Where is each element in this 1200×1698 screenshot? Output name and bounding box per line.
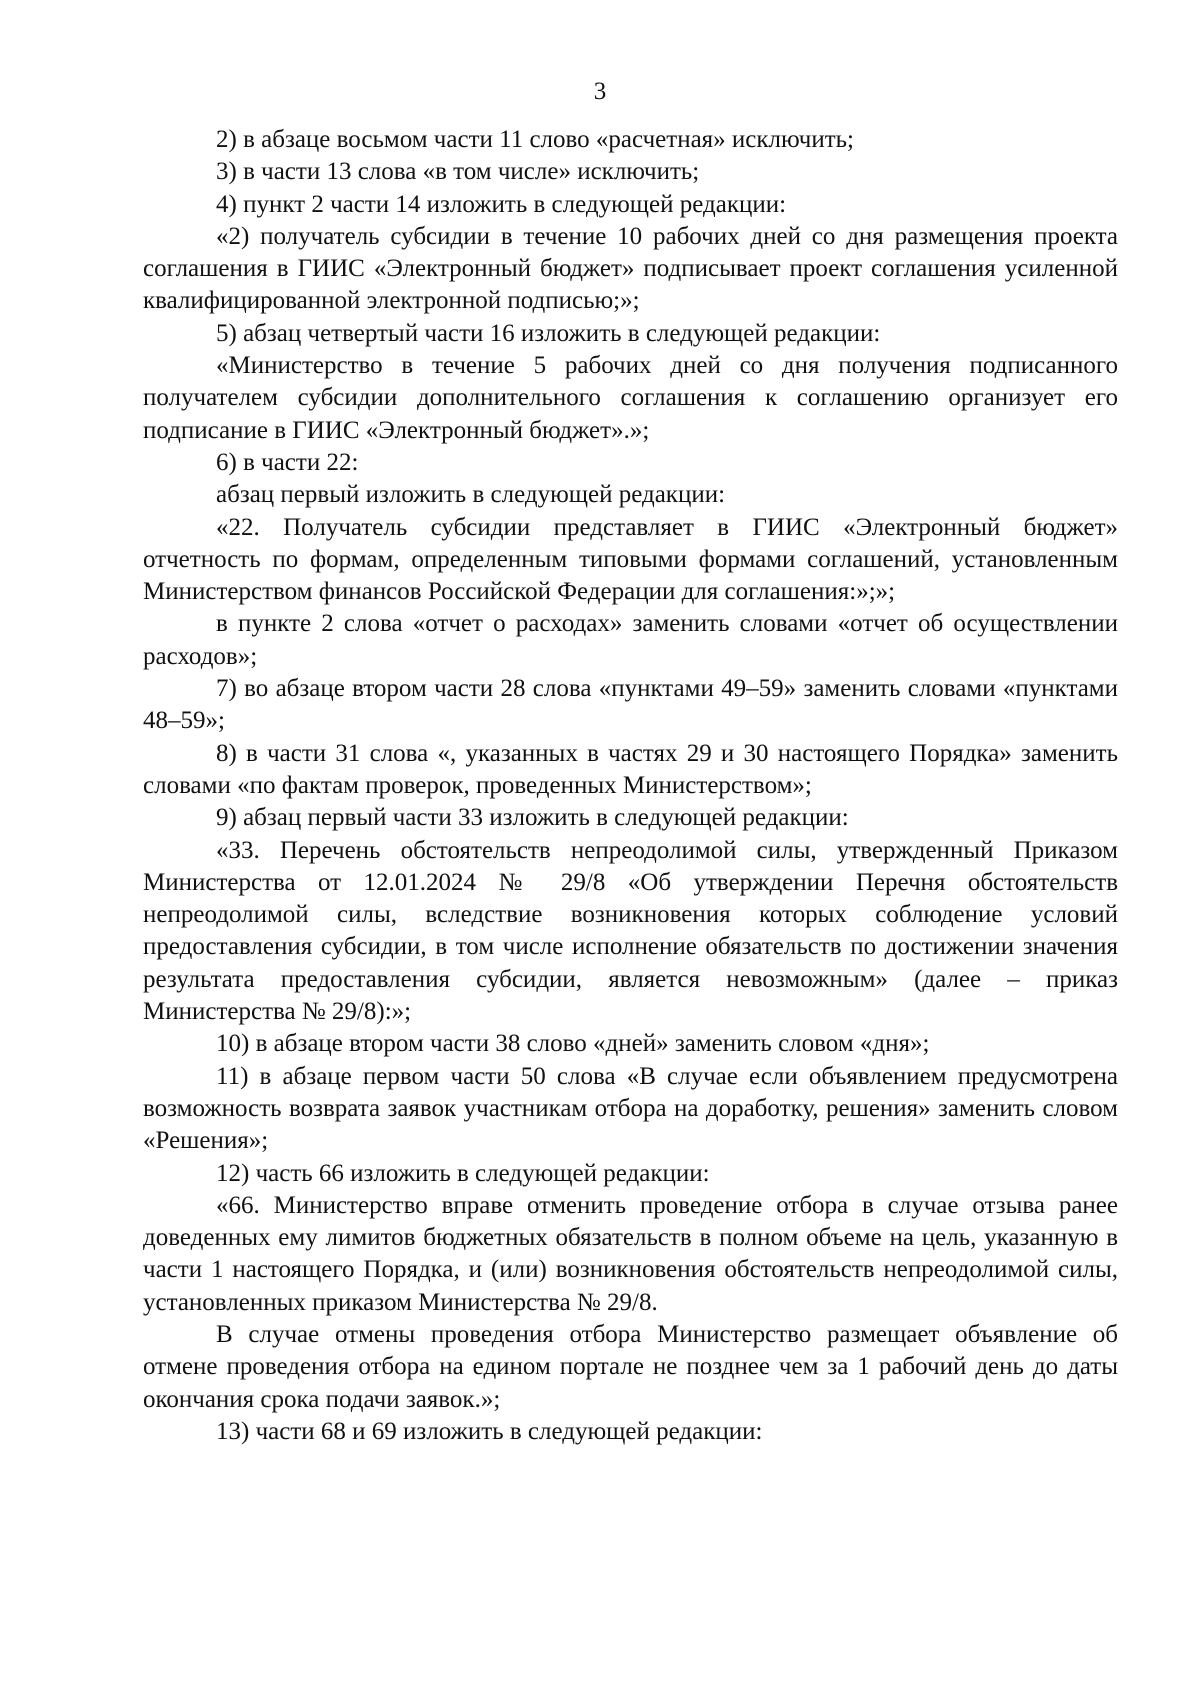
paragraph: 13) части 68 и 69 изложить в следующей редакции: [216,1417,763,1445]
paragraph: «Министерство в течение 5 рабочих дней со дня получения подписанного получателем субсидии дополнительного соглашения к соглашению организует его подписание в ГИИС «Электронный бюджет».»; [143,352,1118,444]
paragraph: «66. Министерство вправе отменить проведение отбора в случае отзыва ранее доведенных ему лимитов бюджетных обязательств в полном объеме на цель, указанную в части 1 настоящего Порядка, и (или) возникновения обстоятельств непреодолимой силы, установленных приказом Министерства № 29/8. [143,1191,1118,1316]
paragraph: «2) получатель субсидии в течение 10 рабочих дней со дня размещения проекта соглашения в ГИИС «Электронный бюджет» подписывает проект соглашения усиленной квалифицированной электронной подписью;»; [143,222,1118,315]
paragraph: 11) в абзаце первом части 50 слова «В случае если объявлением предусмотрена возможность возврата заявок участникам отбора на доработку, решения» заменить словом «Решения»; [143,1062,1118,1155]
document-body [143,124,1118,1448]
paragraph: 12) часть 66 изложить в следующей редакции: [216,1159,710,1187]
paragraph: в пункте 2 слова «отчет о расходах» заменить словами «отчет об осуществлении расходов»; [143,610,1118,670]
paragraph: 7) во абзаце втором части 28 слова «пунктами 49–59» заменить словами «пунктами 48–59»; [143,675,1118,735]
paragraph: 5) абзац четвертый части 16 изложить в следующей редакции: [216,319,881,347]
paragraph: 2) в абзаце восьмом части 11 слово «расчетная» исключить; [216,126,854,153]
page-number: 3 [593,78,607,105]
paragraph: абзац первый изложить в следующей редакции: [216,481,726,509]
paragraph: 9) абзац первый части 33 изложить в следующей редакции: [216,804,849,832]
paragraph: «33. Перечень обстоятельств непреодолимой силы, утвержденный Приказом Министерства от 12.01.2024 № 29/8 «Об утверждении Перечня обстоятельств непреодолимой силы, вследствие возникновения которых соблюдение условий предоставления субсидии, в том числе исполнение обязательств по достижении значения результата предоставления субсидии, является невозможным» (далее – приказ Министерства № 29/8):»; [143,836,1118,1026]
paragraph: 6) в части 22: [216,448,359,476]
paragraph: 4) пункт 2 части 14 изложить в следующей редакции: [216,190,787,218]
paragraph: «22. Получатель субсидии представляет в ГИИС «Электронный бюджет» отчетность по формам, определенным типовыми формами соглашений, установленным Министерством финансов Российской Федерации для соглашения:»;»; [143,513,1118,606]
paragraph: В случае отмены проведения отбора Министерство размещает объявление об отмене проведения отбора на едином портале не позднее чем за 1 рабочий день до даты окончания срока подачи заявок.»; [143,1320,1118,1413]
paragraph: 8) в части 31 слова «, указанных в частях 29 и 30 настоящего Порядка» заменить словами «по фактам проверок, проведенных Министерством»; [143,739,1118,799]
paragraph: 3) в части 13 слова «в том числе» исключить; [216,158,700,186]
paragraph: 10) в абзаце втором части 38 слово «дней» заменить словом «дня»; [216,1030,930,1058]
